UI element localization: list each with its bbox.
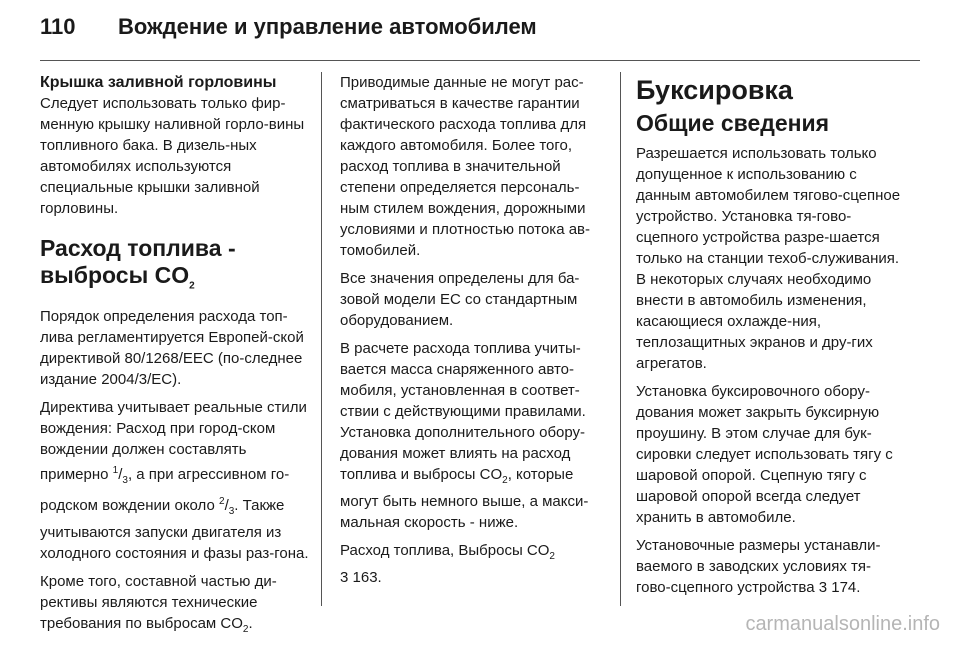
column-3: [636, 72, 902, 605]
paragraph-towing-eye: Установка буксировочного обору-дования может закрыть буксирную проушину. В этом случае для бук-сировки следует использовать тягу с шаровой опорой. Сцепную тягу с шаровой опорой всегда следует хранить в автомобиле.: [636, 383, 893, 526]
paragraph-towing-device: Разрешается использовать только допущенное к использованию с данным автомобилем тягово-сцепное устройство. Установка тя-гово-сцепного устройства разре-шается только на станции техоб-служивания. В некоторых случаях необходимо внести в автомобиль изменения, касающиеся охлажде-ния, теплозащитных экранов и дру-гих агрегатов.: [636, 145, 901, 372]
heading-general-info: Общие сведения: [636, 110, 830, 136]
page-reference-link[interactable]: 3 174.: [818, 579, 861, 596]
column-1: [40, 72, 310, 647]
paragraph-emissions: Кроме того, составной частью ди-рективы являются технические требования по выбросам $CO_2$.: [40, 572, 277, 635]
page-number: 110: [40, 14, 76, 39]
header-rule: [40, 60, 920, 61]
paragraph-vehicle-mass: В расчете расхода топлива учиты-вается масса снаряженного авто-мобиля, установленная в соответ-ствии с действующими правилами. Установка дополнительного обору-дования может влиять на расход топлива и выбросы $CO_2$, которые могут быть немного выше, а макси-мальная скорость - ниже.: [340, 340, 589, 531]
paragraph-no-guarantee: Приводимые данные не могут рас-сматриваться в качестве гарантии фактического расхода топлива для каждого автомобиля. Более того, расход топлива в значительной степени определяется персональ-ным стилем вождения, дорожными условиями и плотностью потока ав-томобилей.: [340, 74, 591, 259]
page-reference-link[interactable]: 3 163.: [340, 569, 382, 586]
paragraph-base-model: Все значения определены для ба-зовой модели ЕС со стандартным оборудованием.: [340, 270, 580, 329]
paragraph-directive: Порядок определения расхода топ-лива регламентируется Европей-ской директивой 80/1268/EEC (по-следнее издание 2004/3/EC).: [40, 307, 304, 388]
page-header: [40, 14, 920, 52]
column-divider: [321, 72, 322, 606]
paragraph-reference: Расход топлива, Выбросы $CO_2$ 3 163.: [340, 542, 555, 586]
paragraph-driving-styles: Директива учитывает реальные стили вождения: Расход при город-ском вождении должен составлять примерно $^1/_3$, а при агрессивном го-родском вождении около $^2/_3$. Также учитываются запуски двигателя из холодного состояния и фазы раз-гона.: [40, 398, 309, 562]
heading-towing: Буксировка: [636, 75, 793, 105]
column-divider: [620, 72, 621, 606]
watermark: carmanualsonline.info: [745, 613, 940, 635]
heading-fuel-consumption: Расход топлива - выбросы $CO_2$: [40, 235, 236, 292]
running-title: Вождение и управление автомобилем: [118, 14, 537, 39]
paragraph-dimensions: Установочные размеры устанавли-ваемого в заводских условиях тя-гово-сцепного устройства 3 174.: [636, 537, 881, 596]
paragraph-filler-cap: Следует использовать только фир-менную крышку наливной горло-вины топливного бака. В дизель-ных автомобилях используются специальные крышки заливной горловины.: [40, 95, 305, 217]
column-2: [340, 72, 604, 595]
heading-filler-cap: Крышка заливной горловины: [40, 74, 277, 91]
